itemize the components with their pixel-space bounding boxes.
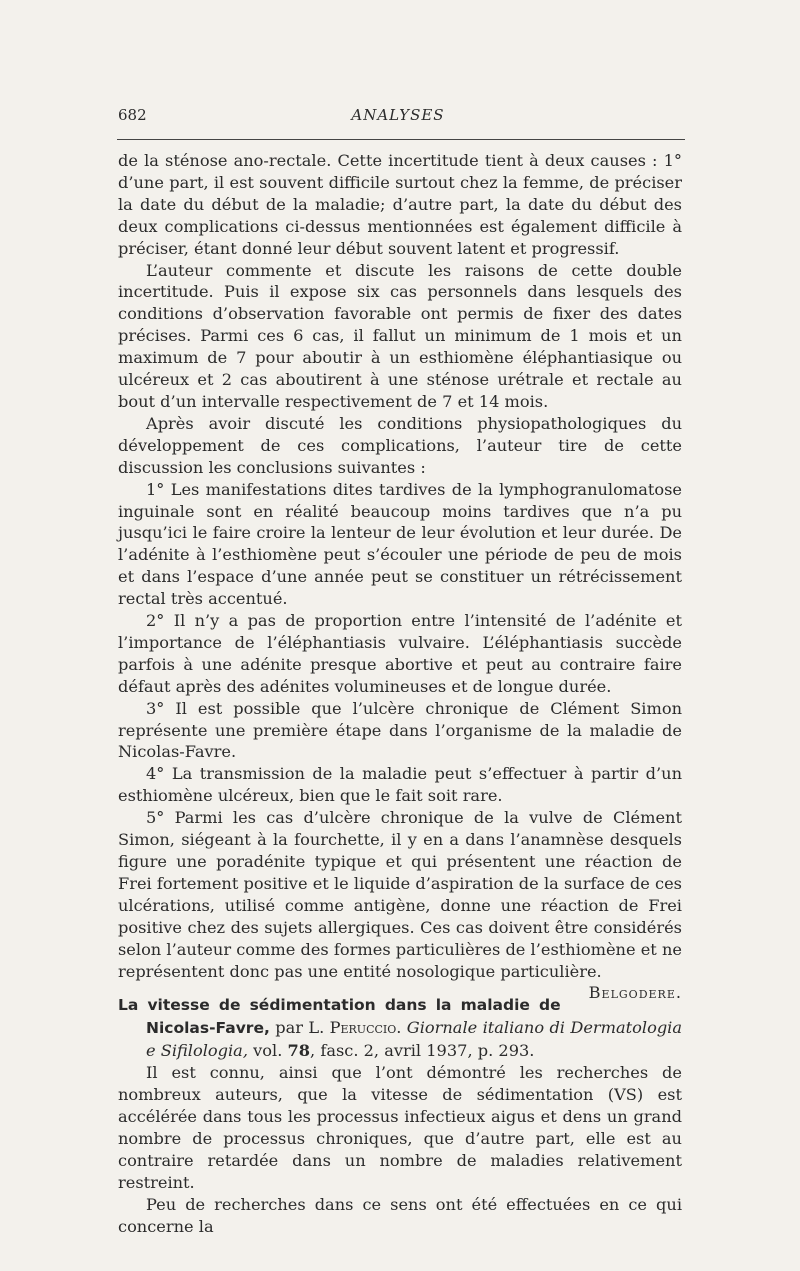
page-header	[118, 106, 678, 128]
last-paragraph	[118, 807, 682, 1003]
author-initial: L.	[308, 1018, 330, 1038]
by-word: par	[269, 1018, 309, 1038]
running-head: ANALYSES	[351, 106, 445, 124]
header-rule	[117, 139, 685, 140]
article-title: La vitesse de sédimentation dans la maladie de Nicolas-Favre,	[118, 996, 561, 1038]
paragraph: 1° Les manifestations dites tardives de la lymphogranulomatose inguinale sont en réalité beaucoup moins tardives que n’a pu jusqu’ici le faire croire la lenteur de leur évolution et leur durée. De l’adénite à l’esthiomène peut s’écouler une période de peu de mois et dans l’espace d’une année peut se constituer un rétrécissement rectal très accentué.	[118, 479, 682, 609]
paragraph: 3° Il est possible que l’ulcère chronique de Clément Simon représente une première étape dans l’organisme de la maladie de Nicolas-Favre.	[118, 698, 682, 762]
volume-prefix: vol.	[247, 1041, 288, 1061]
citation-details: , fasc. 2, avril 1937, p. 293.	[310, 1041, 535, 1061]
body-text	[118, 150, 682, 1237]
page-number: 682	[118, 106, 147, 124]
volume-number: 78	[287, 1041, 311, 1061]
author-name: Peruccio.	[329, 1018, 402, 1038]
article-paragraph: Il est connu, ainsi que l’ont démontré les recherches de nombreux auteurs, que la vitesse de sédimentation (VS) est accélérée dans tous les processus infectieux aigus et dens un grand nombre de processus chroniques, que d’autre part, elle est au contraire retardée dans un nombre de maladies relativement restreint.	[118, 1063, 682, 1192]
paragraph-text: 5° Parmi les cas d’ulcère chronique de la vulve de Clément Simon, siégeant à la fourchette, il y en a dans l’anamnèse desquels figure une poradénite typique et qui présentent une réaction de Frei fortement positive et le liquide d’aspiration de la surface de ces ulcérations, utilisé comme antigène, donne une réaction de Frei positive chez des sujets allergiques. Ces cas doivent être considérés selon l’auteur comme des formes particulières de l’esthiomène et ne représentent donc pas une entité nosologique particulière.	[118, 808, 682, 981]
article-paragraph: Peu de recherches dans ce sens ont été effectuées en ce qui concerne la	[118, 1194, 682, 1236]
paragraph: L’auteur commente et discute les raisons de cette double incertitude. Puis il expose six cas personnels dans lesquels des conditions d’observation favorable ont permis de fixer des dates précises. Parmi ces 6 cas, il fallut un minimum de 1 mois et un maximum de 7 pour aboutir à un esthiomène éléphantiasique ou ulcéreux et 2 cas aboutirent à une sténose urétrale et rectale au bout d’un intervalle respectivement de 7 et 14 mois.	[118, 260, 682, 411]
paragraph: 4° La transmission de la maladie peut s’effectuer à partir d’un esthiomène ulcéreux, bien que le fait soit rare.	[118, 764, 682, 806]
paragraph: 2° Il n’y a pas de proportion entre l’intensité de l’adénite et l’importance de l’éléphantiasis vulvaire. L’éléphantiasis succède parfois à une adénite presque abortive et peut au contraire faire défaut après des adénites volumineuses et de longue durée.	[118, 611, 682, 696]
article-heading	[118, 994, 682, 1062]
journal-name: Giornale italiano di Dermatologia e Sifilologia,	[146, 1018, 683, 1061]
reviewer-signature: Belgodere.	[588, 983, 682, 1003]
paragraph: Après avoir discuté les conditions physiopathologiques du développement de ces complications, l’auteur tire de cette discussion les conclusions suivantes :	[118, 413, 682, 477]
paragraph: de la sténose ano-rectale. Cette incertitude tient à deux causes : 1° d’une part, il est souvent difficile surtout chez la femme, de préciser la date du début de la maladie; d’autre part, la date du début des deux complications ci-dessus mentionnées est également difficile à préciser, étant donné leur début souvent latent et progressif.	[118, 151, 682, 258]
